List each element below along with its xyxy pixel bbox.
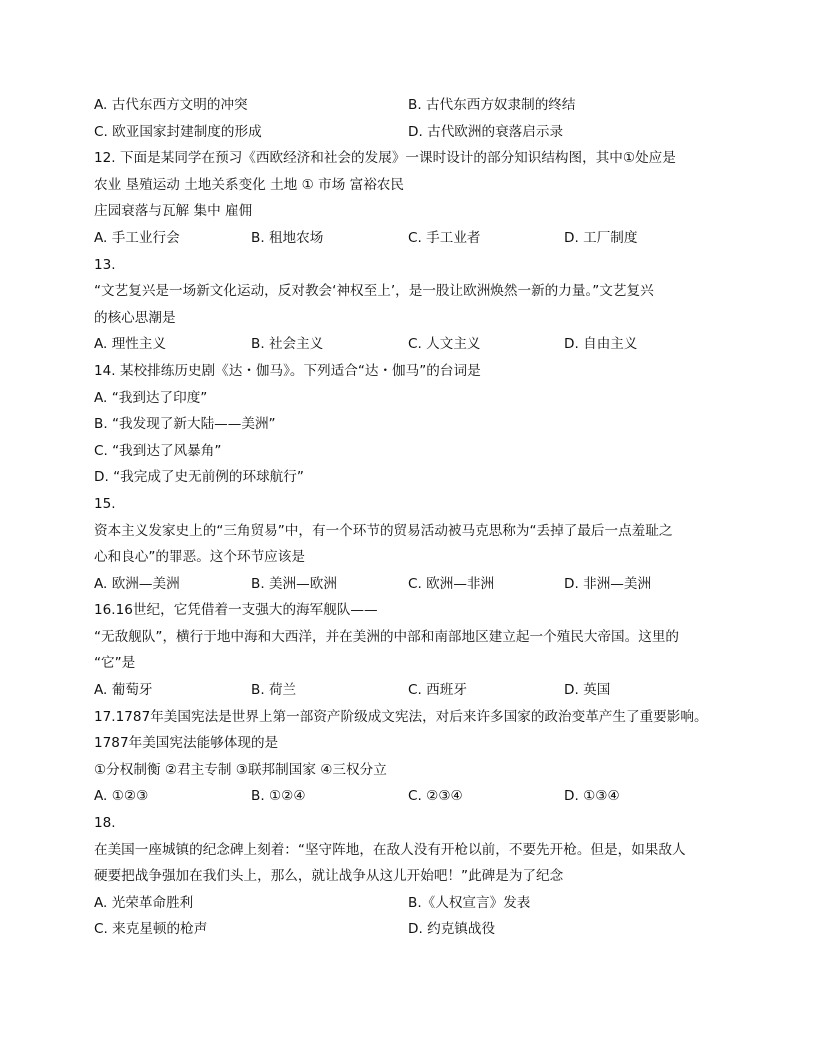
q12-diagram-line1: 农业 垦殖运动 土地关系变化 土地 ① 市场 富裕农民 xyxy=(94,176,404,193)
q11-option-a: A. 古代东西方文明的冲突 xyxy=(94,97,248,113)
q13-stem-line1: “文艺复兴是一场新文化运动，反对教会‘神权至上’，是一股让欧洲焕然一新的力量。”文艺复兴 xyxy=(94,283,654,300)
q16-stem-line3: “它”是 xyxy=(94,655,136,672)
q18-option-b: B.《人权宣言》发表 xyxy=(408,894,531,911)
q11-options-row2 xyxy=(94,119,734,146)
q13-options xyxy=(94,331,734,358)
q12-stem: 12. 下面是某同学在预习《西欧经济和社会的发展》一课时设计的部分知识结构图，其中①处应是 xyxy=(94,150,676,167)
q13-stem-line2: 的核心思潮是 xyxy=(94,309,176,326)
q16-stem-line2: “无敌舰队”，横行于地中海和大西洋，并在美洲的中部和南部地区建立起一个殖民大帝国。这里的 xyxy=(94,628,680,645)
q16-option-d: D. 英国 xyxy=(564,682,611,699)
q18-options-row2 xyxy=(94,916,734,943)
q15-option-c: C. 欧洲—非洲 xyxy=(408,575,495,592)
q17-items: ①分权制衡 ②君主专制 ③联邦制国家 ④三权分立 xyxy=(94,761,387,778)
q15-stem-line1: 资本主义发家史上的“三角贸易”中，有一个环节的贸易活动被马克思称为“丢掉了最后一点羞耻之 xyxy=(94,522,673,539)
q12-option-a: A. 手工业行会 xyxy=(94,229,180,246)
q15-option-d: D. 非洲—美洲 xyxy=(564,575,652,592)
q17-option-d: D. ①③④ xyxy=(564,788,620,805)
q13-number: 13. xyxy=(94,256,116,273)
q13-option-b: B. 社会主义 xyxy=(251,336,324,353)
q12-diagram-line2: 庄园衰落与瓦解 集中 雇佣 xyxy=(94,203,253,220)
q14-option-d: D. “我完成了史无前例的环球航行” xyxy=(94,469,304,486)
q12-option-b: B. 租地农场 xyxy=(251,229,324,246)
q12-option-d: D. 工厂制度 xyxy=(564,229,638,246)
q16-options xyxy=(94,677,734,704)
q13-option-c: C. 人文主义 xyxy=(408,336,481,353)
q18-option-c: C. 来克星顿的枪声 xyxy=(94,921,208,938)
q12-option-c: C. 手工业者 xyxy=(408,229,481,246)
q11-option-c: C. 欧亚国家封建制度的形成 xyxy=(94,123,262,140)
q18-options-row1 xyxy=(94,890,734,917)
q14-stem: 14. 某校排练历史剧《达・伽马》。下列适合“达・伽马”的台词是 xyxy=(94,362,481,379)
exam-page xyxy=(94,92,734,943)
q15-options xyxy=(94,571,734,598)
q18-option-a: A. 光荣革命胜利 xyxy=(94,894,194,911)
q11-option-b: B. 古代东西方奴隶制的终结 xyxy=(408,97,576,113)
q15-option-a: A. 欧洲—美洲 xyxy=(94,575,180,592)
q11-options-row1 xyxy=(94,92,734,119)
q12-options xyxy=(94,225,734,252)
q17-option-a: A. ①②③ xyxy=(94,788,149,805)
q15-number: 15. xyxy=(94,495,116,512)
q17-option-b: B. ①②④ xyxy=(251,788,306,805)
q15-stem-line2: 心和良心”的罪恶。这个环节应该是 xyxy=(94,549,305,566)
q17-option-c: C. ②③④ xyxy=(408,788,463,805)
q18-option-d: D. 约克镇战役 xyxy=(408,921,496,938)
q14-option-c: C. “我到达了风暴角” xyxy=(94,442,222,459)
q16-option-b: B. 荷兰 xyxy=(251,682,297,699)
q14-option-a: A. “我到达了印度” xyxy=(94,389,208,406)
q18-stem-line1: 在美国一座城镇的纪念碑上刻着：“坚守阵地，在敌人没有开枪以前，不要先开枪。但是，如果敌人 xyxy=(94,841,686,858)
q17-stem-line1: 17.1787年美国宪法是世界上第一部资产阶级成文宪法，对后来许多国家的政治变革产生了重要影响。 xyxy=(94,708,708,725)
q16-stem-line1: 16.16世纪，它凭借着一支强大的海军舰队—— xyxy=(94,602,378,619)
q18-number: 18. xyxy=(94,815,116,832)
q15-option-b: B. 美洲—欧洲 xyxy=(251,575,337,592)
q11-option-d: D. 古代欧洲的衰落启示录 xyxy=(408,123,564,140)
q14-option-b: B. “我发现了新大陆——美洲” xyxy=(94,416,276,433)
q13-option-d: D. 自由主义 xyxy=(564,336,638,353)
q13-option-a: A. 理性主义 xyxy=(94,336,167,353)
q18-stem-line2: 硬要把战争强加在我们头上，那么，就让战争从这儿开始吧！”此碑是为了纪念 xyxy=(94,868,564,885)
q16-option-c: C. 西班牙 xyxy=(408,682,467,699)
q16-option-a: A. 葡萄牙 xyxy=(94,682,153,699)
q17-stem-line2: 1787年美国宪法能够体现的是 xyxy=(94,735,279,752)
q17-options xyxy=(94,783,734,810)
